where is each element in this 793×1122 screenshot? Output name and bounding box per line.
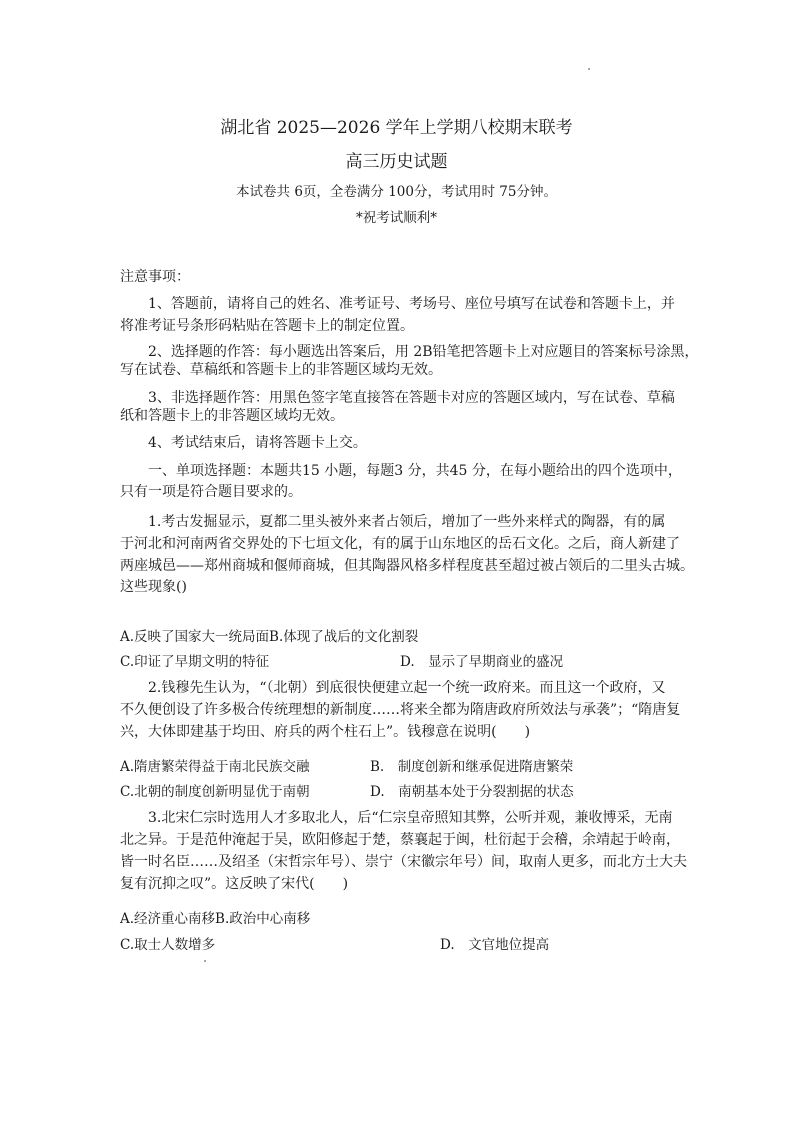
notice-item-3-line2: 纸和答题卡上的非答题区域均无效。 [120, 408, 344, 424]
question-2-option-b: B. 制度创新和继承促进隋唐繁荣 [370, 759, 574, 775]
question-2-option-a: A.隋唐繁荣得益于南北民族交融 [120, 759, 310, 775]
question-3-stem-line3: 皆一时名臣……及绍圣（宋哲宗年号）、崇宁（宋徽宗年号）间，取南人更多，而北方士大夫 [120, 854, 687, 870]
exam-info: 本试卷共 6页，全卷满分 100分，考试用时 75分钟。 [236, 184, 557, 200]
question-3-option-c: C.取士人数增多 [120, 937, 216, 953]
question-2-option-d: D. 南朝基本处于分裂割据的状态 [370, 784, 574, 800]
question-1-stem-line1: 1.考古发掘显示，夏都二里头被外来者占领后，增加了一些外来样式的陶器，有的属 [148, 514, 666, 530]
notice-item-4: 4、考试结束后，请将答题卡上交。 [148, 435, 367, 451]
notice-heading: 注意事项： [120, 269, 190, 285]
section-heading-line2: 只有一项是符合题目要求的。 [120, 484, 302, 500]
question-2-stem-line1: 2.钱穆先生认为，“（北朝）到底很快便建立起一个统一政府来。而且这一个政府，又 [148, 680, 666, 696]
question-3-option-d: D. 文官地位提高 [440, 937, 550, 953]
exam-blessing: *祝考试顺利* [356, 210, 437, 226]
notice-item-2-line1: 2、选择题的作答：每小题选出答案后，用 2B铅笔把答题卡上对应题目的答案标号涂黑， [148, 344, 699, 360]
scan-speck [588, 68, 590, 70]
question-3-options-ab: A.经济重心南移B.政治中心南移 [120, 911, 311, 927]
exam-title: 湖北省 2025—2026 学年上学期八校期末联考 [220, 118, 573, 138]
question-2-stem-line2: 不久便创设了许多极合传统理想的新制度……将来全都为隋唐政府所效法与承袭”；“隋唐复 [120, 702, 681, 718]
notice-item-1-line2: 将准考证号条形码粘贴在答题卡上的制定位置。 [120, 318, 414, 334]
question-3-stem-line4: 复有沉抑之叹”。这反映了宋代( ) [120, 876, 349, 892]
question-3-stem-line1: 3.北宋仁宗时选用人才多取北人，后“仁宗皇帝照知其弊，公听并观，兼收博采，无南 [148, 810, 673, 826]
notice-item-3-line1: 3、非选择题作答：用黑色签字笔直接答在答题卡对应的答题区域内，写在试卷、草稿 [148, 390, 675, 406]
question-1-stem-line3: 两座城邑——郑州商城和偃师商城，但其陶器风格多样程度甚至超过被占领后的二里头古城。 [120, 558, 694, 574]
section-heading-line1: 一、单项选择题：本题共15 小题，每题3 分，共45 分，在每小题给出的四个选项中， [148, 463, 682, 479]
question-2-option-c: C.北朝的制度创新明显优于南朝 [120, 784, 310, 800]
notice-item-2-line2: 写在试卷、草稿纸和答题卡上的非答题区域均无效。 [120, 362, 442, 378]
question-1-options-ab: A.反映了国家大一统局面B.体现了战后的文化割裂 [120, 629, 419, 645]
notice-item-1-line1: 1、答题前，请将自己的姓名、准考证号、考场号、座位号填写在试卷和答题卡上，并 [148, 296, 675, 312]
question-2-stem-line3: 兴，大体即建基于均田、府兵的两个柱石上”。钱穆意在说明( ) [120, 724, 531, 740]
exam-subtitle: 高三历史试题 [345, 152, 448, 172]
question-1-option-d: D. 显示了早期商业的盛况 [400, 654, 564, 670]
question-3-stem-line2: 北之异。于是范仲淹起于吴，欧阳修起于楚，蔡襄起于闽，杜衍起于会稽，余靖起于岭南， [120, 832, 680, 848]
question-1-stem-line4: 这些现象() [120, 579, 187, 595]
question-1-option-c: C.印证了早期文明的特征 [120, 654, 270, 670]
question-1-stem-line2: 于河北和河南两省交界处的下七垣文化，有的属于山东地区的岳石文化。之后，商人新建了 [120, 536, 680, 552]
scan-speck [204, 960, 206, 962]
